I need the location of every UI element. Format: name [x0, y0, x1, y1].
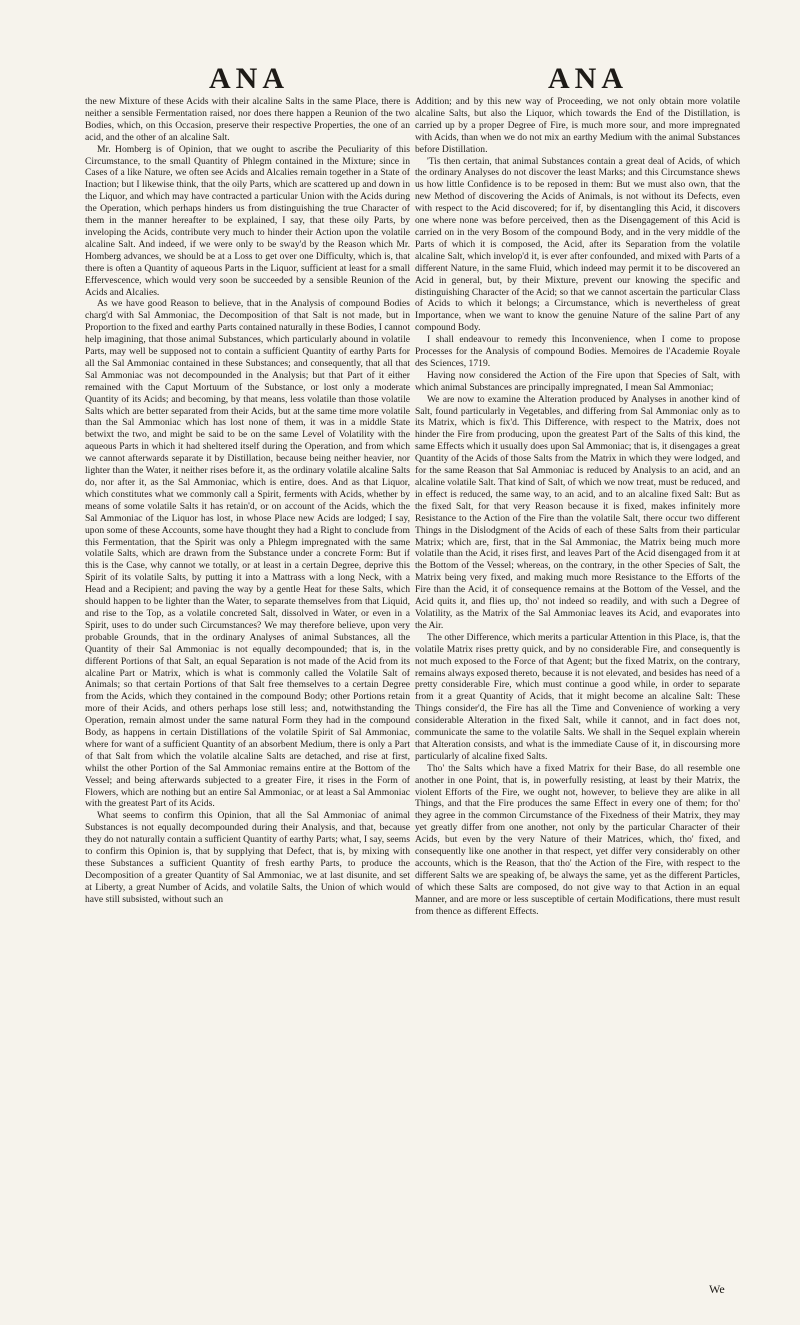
catchword: We: [709, 1282, 725, 1296]
paragraph: Addition; and by this new way of Proceeding, we not only obtain more volatile alcaline Salts, but also the Liquor, which towards the End of the Distillation, is carried up by a proper Degree of Fire, is much more sour, and more impregnated with Acids, than when we do not mix an earthy Medium with the animal Substances before Distillation.: [415, 96, 740, 155]
paragraph: Tho' the Salts which have a fixed Matrix for their Base, do all resemble one another in one Point, that is, in powerfully resisting, at least by their Matrix, the violent Efforts of the Fire, we ought not, however, to believe they are alike in all Things, and that the Fire produces the same Effect in every one of them; for tho' they agree in the common Circumstance of the Fixedness of their Matrix, they may yet greatly differ from one another, not only by the particular Character of their Acids, but even by the very Nature of their Matrices, which, tho' fixed, and consequently like one another in that respect, yet differ very considerably on other accounts, which is the Reason, that tho' the Action of the Fire, with respect to the different Salts we are speaking of, be always the same, yet as the different Particles, of which these Salts are composed, do not give way to that Action in an equal Manner, and are more or less susceptible of certain Modifications, there must result from thence as different Effects.: [415, 762, 740, 917]
paragraph: 'Tis then certain, that animal Substances contain a great deal of Acids, of which the ordinary Analyses do not discover the least Marks; and this Circumstance shews us how little Confidence is to be reposed in them: But we must also own, that the new Method of discovering the Acids of Animals, is not without its Defects, even with respect to the Acid discovered; for if, by disentangling this Acid, it discovers one where none was before perceived, then as the Disengagement of this Acid is carried on in the very Bosom of the compound Body, and in the very middle of the Parts of which it is composed, the Acid, after its Separation from the volatile alcaline Salt, which invelop'd it, is ever after confounded, and mixed with Parts of a different Nature, in the same Fluid, which indeed may permit it to be discovered an Acid in general, but, by their Mixture, prevent our knowing the specific and distinguishing Character of the Acid; so that we cannot ascertain the particular Class of Acids to which it belongs; a Circumstance, which is nevertheless of great Importance, when we want to know the genuine Nature of the saline Part of any compound Body.: [415, 155, 740, 334]
right-column: [415, 96, 740, 1286]
paragraph: the new Mixture of these Acids with their alcaline Salts in the same Place, there is neither a sensible Fermentation raised, nor does there happen a Reunion of the two Bodies, which, on this Occasion, preserve their respective Properties, the one of an acid, and the other of an alcaline Salt.: [85, 96, 410, 143]
running-head-right: ANA: [548, 62, 628, 95]
paragraph: As we have good Reason to believe, that in the Analysis of compound Bodies charg'd with Sal Ammoniac, the Decomposition of that Salt is not made, but in Proportion to the fixed and earthy Parts contained naturally in these Bodies, I cannot help imagining, that those animal Substances, which particularly abound in volatile Parts, may well be supposed not to contain a sufficient Quantity of earthy Parts for all the Sal Ammoniac contained in these Substances; and consequently, that all that Sal Ammoniac was not decompounded in the Analysis; but that Part of it either remained with the Caput Mortuum of the Substance, or lost only a moderate Quantity of its Acids; and becoming, by that means, less volatile than those volatile Salts which are better separated from their Acids, but at the same time more volatile than the Sal Ammoniac which has lost none of them, it was in a middle State betwixt the two, and might be said to be on the same Level of Volatility with the aqueous Parts in which it had sheltered itself during the Operation, and from which we cannot afterwards separate it by Distillation, because being neither heavier, nor lighter than the Water, it neither rises before it, as the ordinary volatile alcaline Salts do, nor after it, as the Sal Ammoniac, which is entire, does. And as that Liquor, which constitutes what we commonly call a Spirit, ferments with Acids, whether by means of some volatile Salts it has retain'd, or on account of the Acids, which the Sal Ammoniac of the Liquor has lost, in whose Place new Acids are lodged; I say, upon some of these Accounts, some have thought they had a Right to conclude from this Fermentation, that the Spirit was only a Phlegm impregnated with the same volatile Salts, which are drawn from the Substance under a concrete Form: But if this is the Case, why cannot we totally, or at least in a certain Degree, deprive this Spirit of its volatile Salts, by putting it into a Mattrass with a long Neck, with a Head and a Recipient; and paving the way by a gentle Heat for these Salts, which should happen to be lighter than the Water, to separate themselves from that Liquid, and rise to the Top, as a volatile concreted Salt, dissolved in Water, or even in a Spirit, uses to do under such Circumstances? We may therefore believe, upon very probable Grounds, that in the ordinary Analyses of animal Substances, all the Quantity of their Sal Ammoniac is not equally decompounded; that is, in the different Portions of that Salt, an equal Separation is not made of the Acid from its alcaline Part or Matrix, which is what is commonly called the Volatile Salt of Animals; so that certain Portions of that Salt free themselves to a certain Degree from the Acids, which they contained in the compound Body; other Portions retain more of their Acids, and others perhaps lose still less; and, notwithstanding the Operation, remain almost under the same natural Form they had in the compound Body, as happens in certain Distillations of the volatile Spirit of Sal Ammoniac, where for want of a sufficient Quantity of an absorbent Medium, there is only a Part of that Salt from which the volatile alcaline Salts are detached, and rise at first, whilst the other Portion of the Sal Ammoniac remains entire at the Bottom of the Vessel; and being afterwards subjected to a greater Fire, it rises in the Form of Flowers, which are nothing but an entire Sal Ammoniac, or at least a Sal Ammoniac with the greatest Part of its Acids.: [85, 298, 410, 810]
paragraph: We are now to examine the Alteration produced by Analyses in another kind of Salt, found particularly in Vegetables, and differing from Sal Ammoniac only as to its Matrix, which is fix'd. This Difference, with respect to the Matrix, does not hinder the Fire from producing, upon the greatest Part of the Salts of this kind, the same Effects which it usually does upon Sal Ammoniac; that is, it disengages a great Quantity of the Acids of those Salts from the Matrix in which they were lodged, and for the same Reason that Sal Ammoniac is reduced by Analysis to an acid, and an alcaline volatile Salt. That kind of Salt, of which we now treat, must be reduced, and in effect is reduced, the same way, to an acid, and to an alcaline fixed Salt: But as the fixed Salt, for that very Reason because it is fixed, makes infinitely more Resistance to the Action of the Fire than the volatile Salt, there occur two different Things in the Dislodgment of the Acids of each of these Salts from their particular Matrix; which are, first, that in the Sal Ammoniac, the Matrix being much more volatile than the Acid, it rises first, and leaves Part of the Acid disengaged from it at the Bottom of the Vessel; whereas, on the contrary, in the other Species of Salt, the Matrix being very fixed, and making much more Resistance to the Efforts of the Fire than the Acid, it of consequence remains at the Bottom of the Vessel, and the Acid quits it, and flies up, tho' not indeed so readily, and with such a Degree of Volatility, as the Matrix of the Sal Ammoniac leaves its Acid, and evaporates into the Air.: [415, 393, 740, 631]
paragraph: The other Difference, which merits a particular Attention in this Place, is, that the volatile Matrix rises pretty quick, and by no considerable Fire, and consequently is not much exposed to the Force of that Agent; but the fixed Matrix, on the contrary, remains always exposed thereto, because it is not elevated, and besides has need of a pretty considerable Fire, which must continue a good while, in order to separate from it a great Quantity of Acids, that it might become an alcaline Salt: These Things consider'd, the Fire has all the Time and Convenience of working a very considerable Alteration in the fixed Salt, while it cannot, and in fact does not, communicate the same to the volatile Salts. We shall in the Sequel explain wherein that Alteration consists, and what is the immediate Cause of it, in discoursing more particularly of alcaline fixed Salts.: [415, 631, 740, 762]
running-head-left: ANA: [209, 62, 289, 95]
paragraph: I shall endeavour to remedy this Inconvenience, when I come to propose Processes for the Analysis of compound Bodies. Memoires de l'Academie Royale des Sciences, 1719.: [415, 334, 740, 369]
paragraph: Having now considered the Action of the Fire upon that Species of Salt, with which animal Substances are principally impregnated, I mean Sal Ammoniac;: [415, 369, 740, 393]
paragraph: What seems to confirm this Opinion, that all the Sal Ammoniac of animal Substances is not equally decompounded during their Analysis, and that, because they do not naturally contain a sufficient Quantity of earthy Parts; what, I say, seems to confirm this Opinion is, that by supplying that Defect, that is, by mixing with these Substances a sufficient Quantity of fresh earthy Parts, to produce the Decomposition of a greater Quantity of Sal Ammoniac, we at last disunite, and set at Liberty, a great Number of Acids, and volatile Salts, the Union of which would have still subsisted, without such an: [85, 810, 410, 905]
left-column: [85, 96, 410, 1286]
paragraph: Mr. Homberg is of Opinion, that we ought to ascribe the Peculiarity of this Circumstance, to the small Quantity of Phlegm contained in the Mixture; since in Cases of a like Nature, we often see Acids and Alcalies remain together in a State of Inaction; but I likewise think, that the oily Parts, which are scattered up and down in the Liquor, and which may have contracted a particular Union with the Acids during the Operation, which perhaps hinders us from distinguishing the true Character of them in the manner hereafter to be explained, I say, that these oily Parts, by inveloping the Acids, contribute very much to hinder their Action upon the volatile alcaline Salt. And indeed, if we were only to be sway'd by the Reason which Mr. Homberg advances, we should be at a Loss to get over one Difficulty, which is, that there is often a Quantity of aqueous Parts in the Liquor, sufficient at least for a small Effervescence, which would very soon be succeeded by a sensible Reunion of the Acids and Alcalies.: [85, 143, 410, 298]
